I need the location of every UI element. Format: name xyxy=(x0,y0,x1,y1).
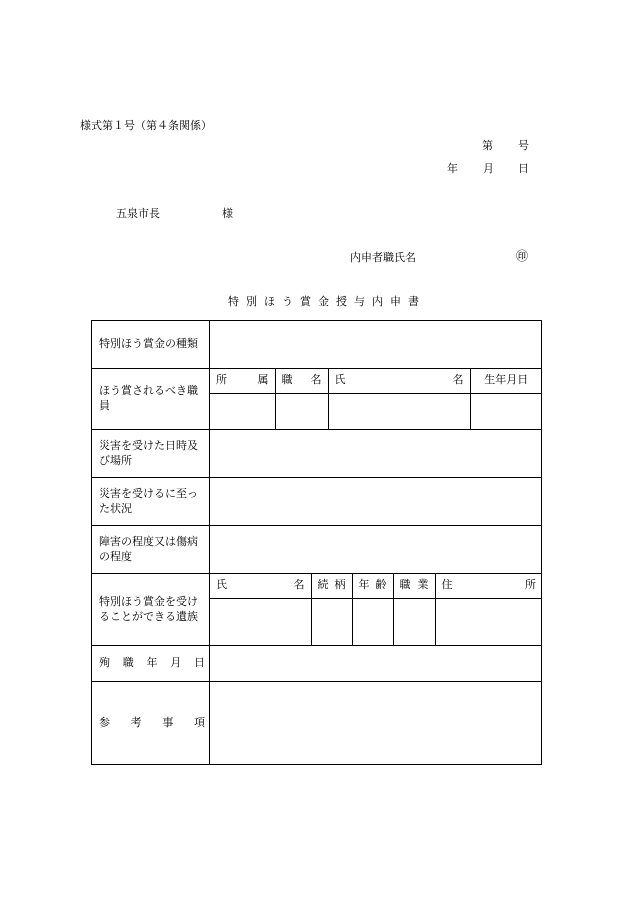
date-month: 月 xyxy=(483,162,494,175)
affiliation-char-1: 所 xyxy=(216,373,227,387)
family-name-char-1: 氏 xyxy=(216,578,227,592)
position-char-1: 職 xyxy=(281,373,293,387)
recipient-label: ほう賞されるべき職員 xyxy=(92,369,210,430)
affiliation-char-2: 属 xyxy=(257,373,269,387)
seal-mark: ㊞ xyxy=(516,249,529,263)
application-form-table xyxy=(91,320,542,765)
death-date-char-4: 月 xyxy=(170,656,182,670)
position-char-2: 名 xyxy=(310,373,322,387)
recipient-birthdate-field[interactable] xyxy=(470,393,542,429)
row-recipient xyxy=(92,369,542,430)
recipient-col-affiliation xyxy=(210,369,275,393)
recipient-position-field[interactable] xyxy=(275,393,328,429)
row-injury-degree xyxy=(92,526,542,574)
remarks-char-2: 考 xyxy=(130,715,142,729)
row-remarks xyxy=(92,682,542,765)
name-char-1: 氏 xyxy=(334,373,346,387)
disaster-datetime-field[interactable] xyxy=(210,430,542,478)
name-char-2: 名 xyxy=(452,373,464,387)
remarks-char-1: 参 xyxy=(99,715,110,729)
recipient-affiliation-field[interactable] xyxy=(210,393,275,429)
disaster-datetime-label: 災害を受けた日時及び場所 xyxy=(92,430,210,478)
death-date-char-2: 職 xyxy=(122,656,134,670)
remarks-field[interactable] xyxy=(210,682,542,765)
form-number: 様式第１号（第４条関係） xyxy=(80,119,212,132)
disaster-circumstances-label: 災害を受けるに至った状況 xyxy=(92,478,210,526)
address-char-1: 住 xyxy=(441,578,453,592)
family-label: 特別ほう賞金を受けることができる遺族 xyxy=(92,574,210,646)
family-address-field[interactable] xyxy=(435,598,542,645)
date-year: 年 xyxy=(447,162,458,175)
recipient-cell xyxy=(210,369,542,430)
row-family xyxy=(92,574,542,646)
family-subtable xyxy=(210,574,542,645)
age-char-1: 年 xyxy=(358,578,370,592)
remarks-label xyxy=(92,682,210,765)
family-name-char-2: 名 xyxy=(293,578,305,592)
applicant-label: 内申者職氏名 xyxy=(350,251,416,264)
recipient-col-birthdate: 生年月日 xyxy=(470,369,542,393)
death-date-field[interactable] xyxy=(210,646,542,682)
injury-degree-field[interactable] xyxy=(210,526,542,574)
address-char-2: 所 xyxy=(525,578,536,592)
award-type-field[interactable] xyxy=(210,321,542,369)
death-date-char-5: 日 xyxy=(194,656,205,670)
row-death-date xyxy=(92,646,542,682)
family-col-age xyxy=(352,574,393,598)
family-relation-field[interactable] xyxy=(311,598,352,645)
recipient-name-field[interactable] xyxy=(328,393,470,429)
death-date-char-3: 年 xyxy=(146,656,158,670)
row-disaster-circumstances xyxy=(92,478,542,526)
family-name-field[interactable] xyxy=(210,598,311,645)
date-day: 日 xyxy=(518,162,529,175)
family-occupation-field[interactable] xyxy=(393,598,435,645)
document-title: 特別ほう賞金授与内申書 xyxy=(228,295,426,308)
row-award-type xyxy=(92,321,542,369)
family-col-name xyxy=(210,574,311,598)
relation-char-1: 続 xyxy=(317,578,329,592)
recipient-col-name xyxy=(328,369,470,393)
recipient-col-position xyxy=(275,369,328,393)
family-col-occupation xyxy=(393,574,435,598)
recipient-subtable xyxy=(210,369,542,429)
remarks-char-4: 項 xyxy=(193,715,205,729)
row-disaster-datetime xyxy=(92,430,542,478)
doc-number-go: 号 xyxy=(518,139,529,152)
family-col-relation xyxy=(311,574,352,598)
occupation-char-2: 業 xyxy=(417,578,429,592)
occupation-char-1: 職 xyxy=(399,578,411,592)
remarks-char-3: 事 xyxy=(162,715,174,729)
addressee-honorific: 様 xyxy=(222,207,233,220)
relation-char-2: 柄 xyxy=(334,578,346,592)
award-type-label: 特別ほう賞金の種類 xyxy=(92,321,210,369)
injury-degree-label: 障害の程度又は傷病の程度 xyxy=(92,526,210,574)
death-date-label xyxy=(92,646,210,682)
family-cell xyxy=(210,574,542,646)
addressee: 五泉市長 xyxy=(116,207,160,220)
age-char-2: 齢 xyxy=(375,578,387,592)
family-age-field[interactable] xyxy=(352,598,393,645)
disaster-circumstances-field[interactable] xyxy=(210,478,542,526)
family-col-address xyxy=(435,574,542,598)
death-date-char-1: 殉 xyxy=(99,656,110,670)
doc-number-dai: 第 xyxy=(482,139,493,152)
